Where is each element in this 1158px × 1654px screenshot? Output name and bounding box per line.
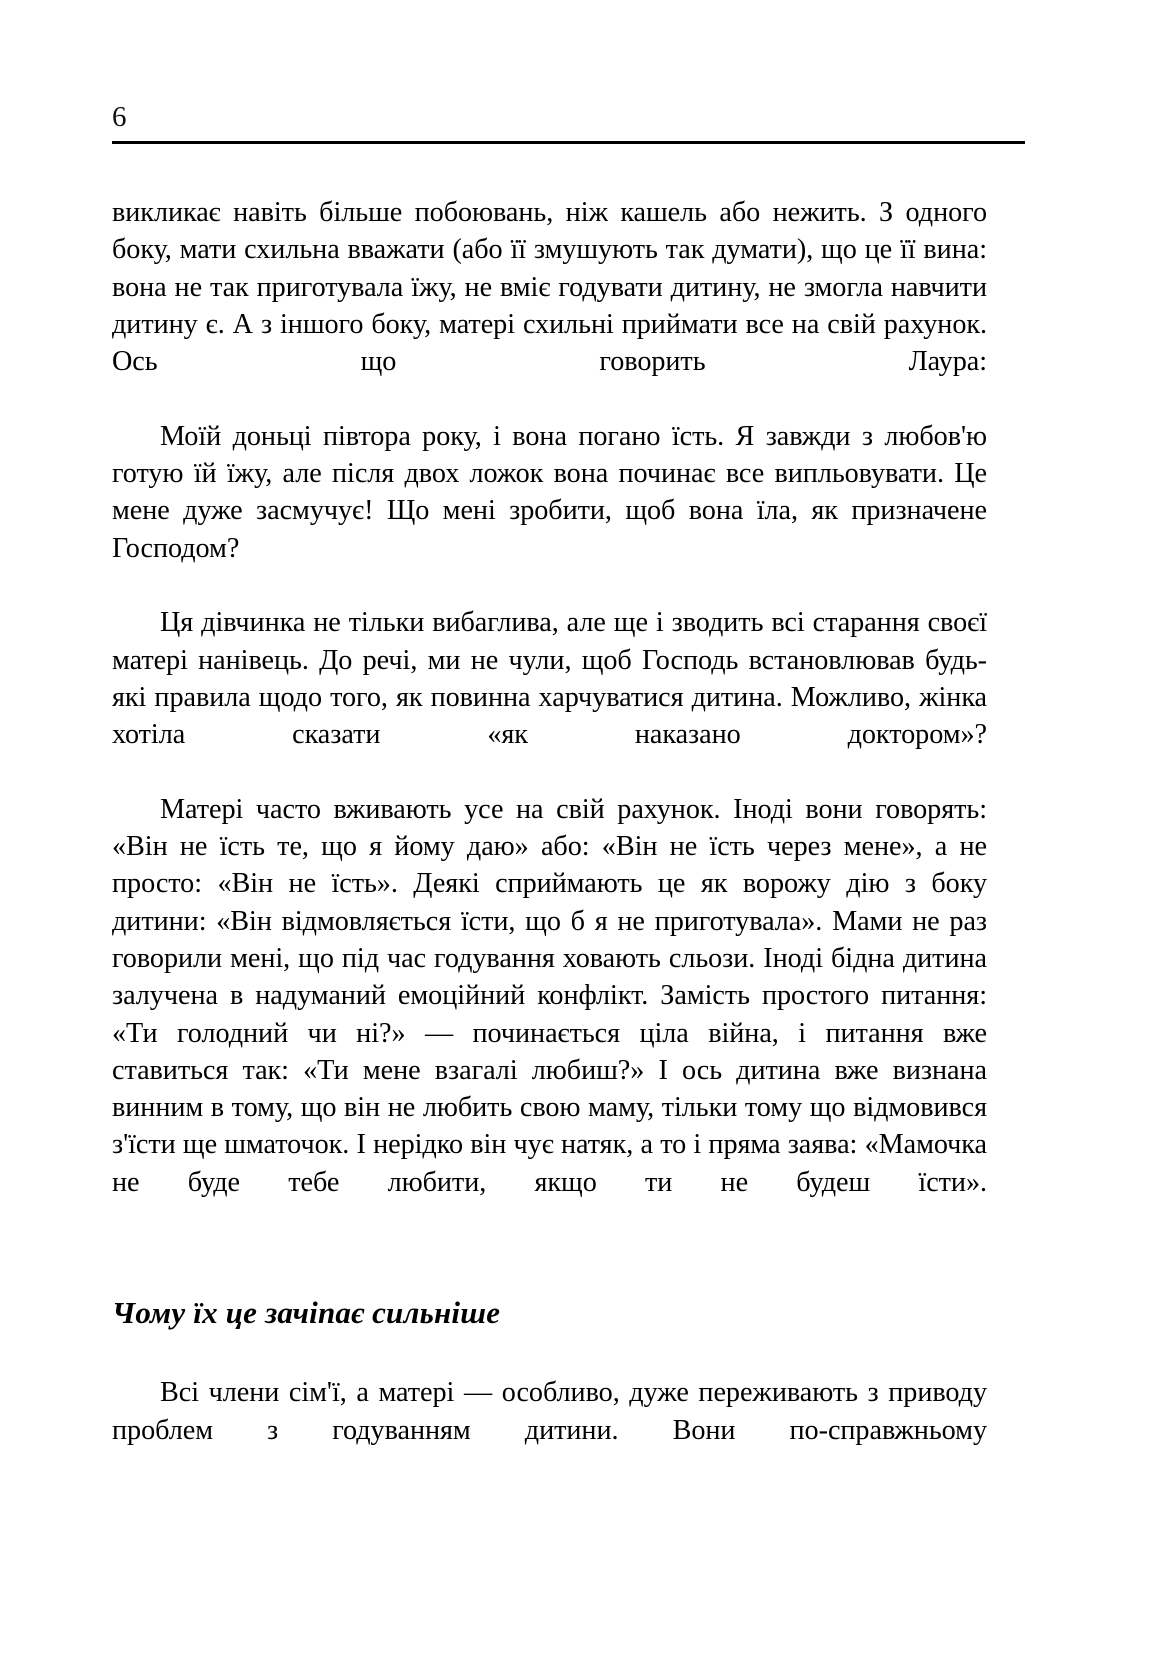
paragraph: викликає навіть більше побоювань, ніж кашель або нежить. З одного боку, мати схильна вважати (або її змушують так думати), що це її вина: вона не так приготувала їжу, не вміє годувати дитину, не змогла навчити дитину є. А з іншого боку, матері схильні приймати все на свій рахунок. Ось що говорить Лаура: (112, 197, 987, 378)
spacer (112, 1238, 987, 1294)
page-header (112, 100, 1025, 144)
section-heading: Чому їх це зачіпає сильніше (112, 1295, 501, 1331)
paragraph: Всі члени сім'ї, а матері — особливо, дуже переживають з приводу проблем з годуванням дитини. Вони по-справжньому (112, 1377, 987, 1446)
paragraph: Ця дівчинка не тільки вибаглива, але ще і зводить всі старання своєї матері нанівець. До речі, ми не чули, щоб Господь встановлював будь-які правила щодо того, як повинна харчуватися дитина. Можливо, жінка хотіла сказати «як наказано доктором»? (112, 607, 987, 751)
body-text-column (112, 194, 987, 1486)
paragraph: Матері часто вживають усе на свій рахунок. Іноді вони говорять: «Він не їсть те, що я йому даю» або: «Він не їсть через мене», а не просто: «Він не їсть». Деякі сприймають це як ворожу дію з боку дитини: «Він відмовляється їсти, що б я не приготувала». Мами не раз говорили мені, що під час годування ховають сльози. Іноді бідна дитина залучена в надуманий емоційний конфлікт. Замість простого питання: «Ти голодний чи ні?» — починається ціла війна, і питання вже ставиться так: «Ти мене взагалі любиш?» І ось дитина вже визнана винним в тому, що він не любить свою маму, тільки тому що відмовився з'їсти ще шматочок. І нерідко він чує натяк, а то і пряма заява: «Мамочка не буде тебе любити, якщо ти не будеш їсти». (112, 793, 987, 1198)
paragraph: Моїй доньці півтора року, і вона погано їсть. Я завжди з любов'ю готую їй їжу, але після двох ложок вона починає все випльовувати. Це мене дуже засмучує! Що мені зробити, щоб вона їла, як призначене Господом? (112, 420, 987, 564)
header-rule (112, 141, 1025, 144)
page-number: 6 (112, 101, 127, 133)
spacer (112, 1332, 987, 1374)
